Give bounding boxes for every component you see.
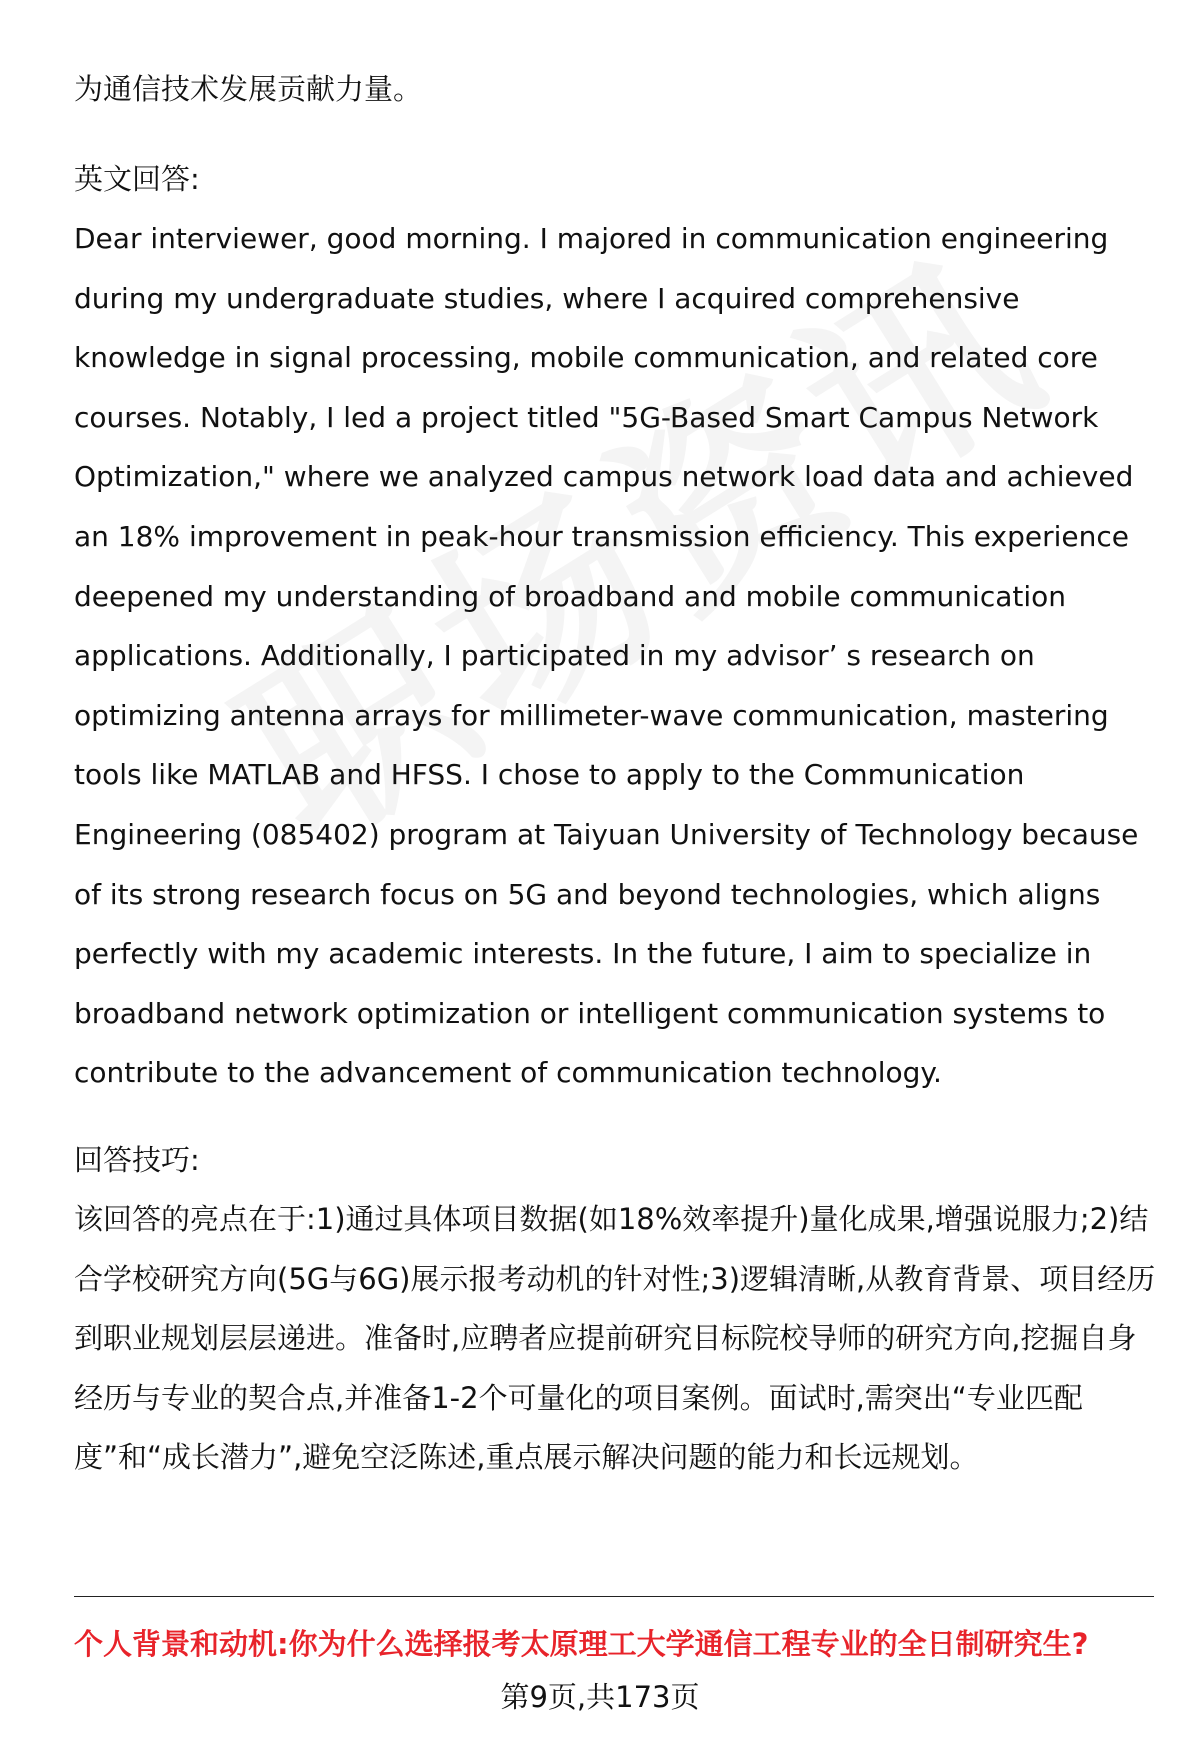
page-number-footer: 第9页,共173页 — [500, 1680, 700, 1714]
answer-tips-label: 回答技巧: — [74, 1142, 200, 1177]
answer-tips-text: 该回答的亮点在于:1)通过具体项目数据(如18%效率提升)量化成果,增强说服力;2)结合学校研究方向(5G与6G)展示报考动机的针对性;3)逻辑清晰,从教育背景、项目经历到职业规划层层递进。准备时,应聘者应提前研究目标院校导师的研究方向,挖掘自身经历与专业的契合点,并准备1-2个可量化的项目案例。面试时,需突出“专业匹配度”和“成长潜力”,避免空泛陈述,重点展示解决问题的能力和长远规划。 — [74, 1202, 1156, 1475]
next-question-heading: 个人背景和动机:你为什么选择报考太原理工大学通信工程专业的全日制研究生? — [74, 1627, 1089, 1661]
english-answer-label: 英文回答: — [74, 161, 200, 196]
section-divider — [74, 1596, 1154, 1597]
english-answer-text: Dear interviewer, good morning. I majored in communication engineering during my undergraduate studies, where I acquired comprehensive knowledge in signal processing, mobile communication, and related core courses. Notably, I led a project titled "5G-Based Smart Campus Network Optimization," where we analyzed campus network load data and achieved an 18% improvement in peak-hour transmission efficiency. This experience deepened my understanding of broadband and mobile communication applications. Additionally, I participated in my advisor’ s research on optimizing antenna arrays for millimeter-wave communication, mastering tools like MATLAB and HFSS. I chose to apply to the Communication Engineering (085402) program at Taiyuan University of Technology because of its strong research focus on 5G and beyond technologies, which aligns perfectly with my academic interests. In the future, I aim to specialize in broadband network optimization or intelligent communication systems to contribute to the advancement of communication technology. — [74, 222, 1139, 1090]
intro-tail-text: 为通信技术发展贡献力量。 — [74, 72, 423, 106]
document-body — [74, 60, 1164, 1488]
